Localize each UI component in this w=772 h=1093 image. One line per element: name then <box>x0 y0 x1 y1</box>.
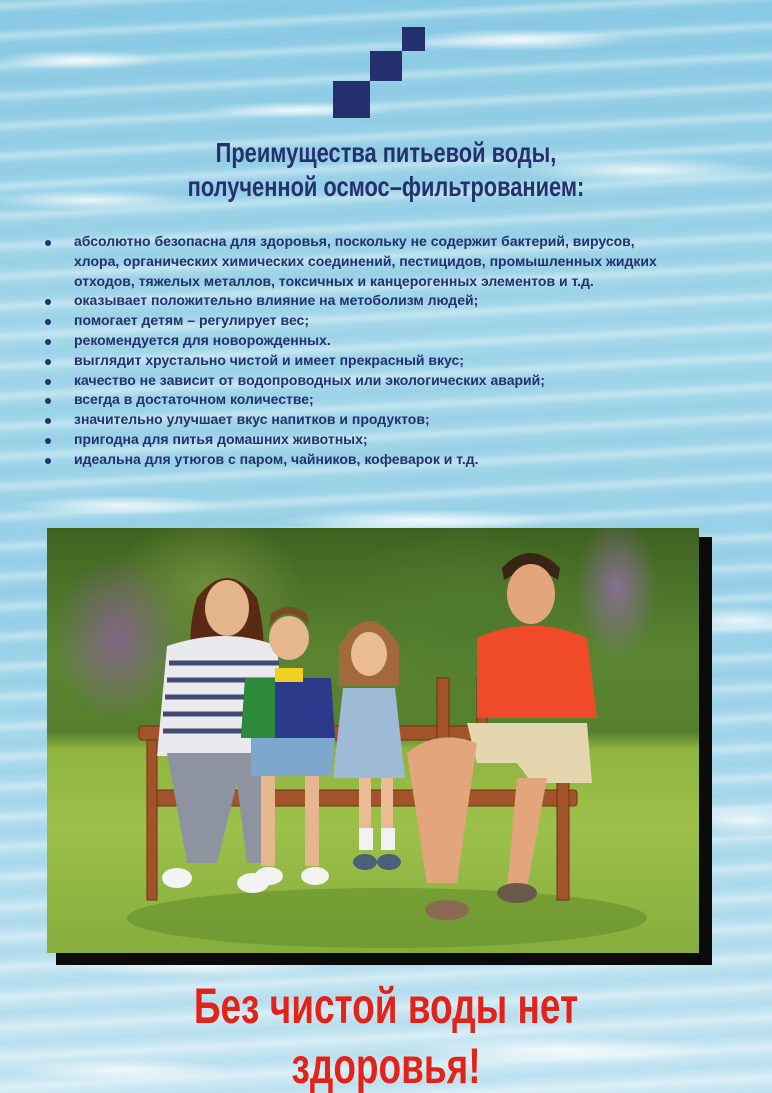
benefit-text: хлора, органических химических соединений, пестицидов, промышленных жидких <box>74 252 657 269</box>
benefit-text: рекомендуется для новорожденных. <box>74 331 331 348</box>
benefit-text: идеальна для утюгов с паром, чайников, кофеварок и т.д. <box>74 450 479 467</box>
slogan: Без чистой воды нет здоровья! <box>193 978 579 1093</box>
benefit-text: всегда в достаточном количестве; <box>74 391 314 408</box>
headline-line-2: полученной осмос–фильтрованием: <box>187 171 585 202</box>
bullet-icon <box>45 379 51 385</box>
bullet-icon <box>45 299 51 305</box>
benefit-text: оказывает положительно влияние на метоболизм людей; <box>74 292 479 309</box>
logo-square-bottom <box>333 81 370 118</box>
logo-square-top <box>402 27 425 51</box>
family-illustration <box>47 528 699 953</box>
benefit-item <box>45 450 745 470</box>
benefit-item <box>45 430 745 450</box>
benefit-item <box>45 311 745 331</box>
benefit-item <box>45 410 745 430</box>
headline-line-1: Преимущества питьевой воды, <box>215 137 557 168</box>
benefit-text: отходов, тяжелых металлов, токсичных и канцерогенных элементов и т.д. <box>74 272 594 289</box>
bullet-icon <box>45 418 51 424</box>
bullet-icon <box>45 319 51 325</box>
benefit-text: пригодна для питья домашних животных; <box>74 430 368 447</box>
bullet-icon <box>45 398 51 404</box>
benefit-item <box>45 390 745 410</box>
bullet-icon <box>45 438 51 444</box>
bullet-icon <box>45 240 51 246</box>
bullet-icon <box>45 339 51 345</box>
girl-figure <box>333 621 405 870</box>
benefit-text: помогает детям – регулирует вес; <box>74 312 310 329</box>
benefit-item <box>45 232 745 291</box>
benefit-item <box>45 351 745 371</box>
benefit-text: значительно улучшает вкус напитков и продуктов; <box>74 411 430 428</box>
family-photo <box>47 528 699 953</box>
benefit-item <box>45 371 745 391</box>
bullet-icon <box>45 359 51 365</box>
bullet-icon <box>45 458 51 464</box>
benefit-text: качество не зависит от водопроводных или экологических аварий; <box>74 371 545 388</box>
benefit-text: выглядит хрустально чистой и имеет прекрасный вкус; <box>74 351 464 368</box>
benefit-item <box>45 331 745 351</box>
benefit-item <box>45 291 745 311</box>
benefits-list <box>45 232 745 470</box>
logo-square-middle <box>370 51 402 81</box>
benefit-text: абсолютно безопасна для здоровья, поскольку не содержит бактерий, вирусов, <box>74 233 635 249</box>
